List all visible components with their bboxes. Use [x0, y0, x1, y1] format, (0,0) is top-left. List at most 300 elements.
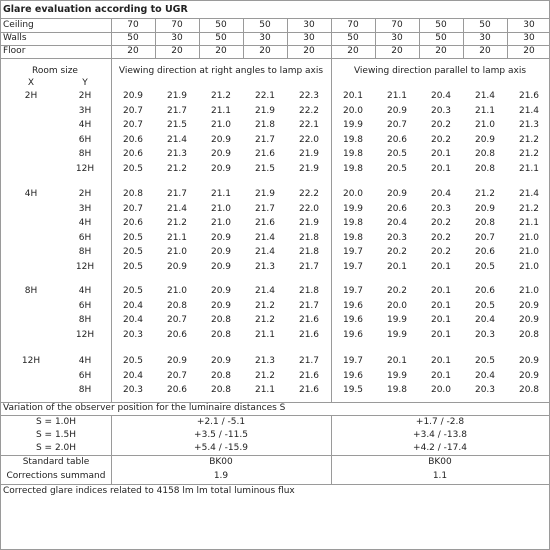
reflectance-value: 20: [127, 46, 139, 56]
variation-label-row: [1, 402, 549, 416]
ugr-value: 21.0: [210, 218, 232, 228]
ugr-value: 20.1: [430, 149, 452, 159]
ugr-value: 21.4: [254, 286, 276, 296]
ugr-value: 20.4: [474, 315, 496, 325]
ugr-value: 21.2: [210, 91, 232, 101]
ugr-value: 21.8: [298, 286, 320, 296]
room-y-value: 8H: [78, 149, 92, 159]
reflectance-value: 20: [435, 46, 447, 56]
ugr-value: 20.7: [166, 370, 188, 381]
room-size-label: Room size: [32, 66, 78, 76]
ugr-value: 21.4: [254, 247, 276, 257]
table-row: [1, 314, 549, 327]
ugr-value: 21.2: [518, 203, 540, 214]
ugr-value: 20.9: [210, 247, 232, 257]
ugr-value: 21.0: [518, 247, 540, 257]
header-row-2: [1, 77, 549, 90]
ugr-value: 21.3: [518, 120, 540, 130]
ugr-value: 21.0: [166, 286, 188, 296]
reflectance-value: 20: [259, 46, 271, 56]
variation-right: +3.5 / -11.5: [194, 430, 248, 440]
room-y-value: 12H: [75, 329, 95, 340]
ugr-value: 20.5: [474, 356, 496, 366]
reflectance-value: 50: [215, 20, 227, 30]
variation-parallel: +4.2 / -17.4: [413, 443, 467, 453]
ugr-value: 20.7: [166, 315, 188, 325]
ugr-value: 20.9: [210, 134, 232, 145]
ugr-value: 21.7: [254, 134, 276, 145]
reflectance-value: 50: [259, 20, 271, 30]
ugr-value: 20.5: [474, 261, 496, 272]
room-y-value: 3H: [78, 203, 92, 214]
room-y-value: 8H: [78, 385, 92, 395]
ugr-value: 21.7: [298, 300, 320, 311]
ugr-value: 21.2: [166, 163, 188, 174]
ugr-value: 21.2: [254, 300, 276, 311]
ugr-value: 20.6: [122, 149, 144, 159]
ugr-value: 22.0: [298, 203, 320, 214]
room-y-value: 12H: [75, 163, 95, 174]
ugr-value: 21.7: [298, 356, 320, 366]
ugr-value: 20.9: [474, 134, 496, 145]
ugr-value: 22.1: [298, 120, 320, 130]
table-row: [1, 105, 549, 118]
ugr-value: 20.9: [210, 300, 232, 311]
room-y-value: 3H: [78, 105, 92, 116]
ugr-value: 19.8: [342, 134, 364, 145]
ugr-value: 19.9: [386, 315, 408, 325]
ugr-value: 20.9: [474, 203, 496, 214]
ugr-value: 20.6: [386, 134, 408, 145]
ugr-value: 21.3: [254, 261, 276, 272]
ugr-value: 20.4: [386, 218, 408, 228]
ugr-value: 20.3: [430, 203, 452, 214]
ugr-value: 21.0: [518, 232, 540, 243]
table-row: [1, 232, 549, 245]
ugr-value: 20.2: [386, 247, 408, 257]
ugr-value: 22.2: [298, 189, 320, 199]
ugr-value: 21.6: [518, 91, 540, 101]
ugr-value: 21.5: [254, 163, 276, 174]
ugr-value: 20.8: [474, 218, 496, 228]
ugr-value: 20.7: [122, 120, 144, 130]
room-y-value: 6H: [78, 134, 92, 145]
ugr-value: 21.1: [474, 105, 496, 116]
ugr-value: 21.5: [166, 120, 188, 130]
x-label: X: [27, 78, 35, 88]
column-divider: [111, 19, 112, 58]
corrections-parallel: 1.1: [432, 471, 448, 481]
ugr-value: 20.5: [122, 232, 144, 243]
ugr-value: 20.1: [430, 370, 452, 381]
variation-right: +5.4 / -15.9: [194, 443, 248, 453]
ugr-value: 20.0: [386, 300, 408, 311]
ugr-value: 20.7: [122, 105, 144, 116]
column-divider: [331, 58, 332, 402]
spacing-label: S = 1.0H: [35, 417, 77, 427]
reflectance-value: 20: [347, 46, 359, 56]
reflectance-row: [1, 45, 549, 58]
y-label: Y: [82, 78, 88, 88]
ugr-value: 20.2: [430, 247, 452, 257]
table-row: [1, 355, 549, 368]
ugr-value: 20.1: [430, 315, 452, 325]
ugr-value: 20.1: [386, 261, 408, 272]
ugr-value: 20.3: [122, 385, 144, 395]
corrections-row: [1, 470, 549, 483]
table-row: [1, 384, 549, 397]
room-y-value: 8H: [78, 247, 92, 257]
ugr-value: 20.6: [166, 329, 188, 340]
ugr-value: 21.8: [298, 247, 320, 257]
room-y-value: 6H: [78, 232, 92, 243]
room-y-value: 6H: [78, 300, 92, 311]
ugr-value: 19.8: [342, 149, 364, 159]
ugr-value: 21.7: [166, 189, 188, 199]
ugr-value: 21.4: [518, 189, 540, 199]
ugr-value: 19.6: [342, 370, 364, 381]
ugr-value: 20.1: [342, 91, 364, 101]
ugr-value: 21.3: [254, 356, 276, 366]
ugr-value: 21.4: [254, 232, 276, 243]
ugr-value: 20.9: [210, 149, 232, 159]
column-divider: [331, 415, 332, 484]
ugr-value: 21.0: [210, 203, 232, 214]
ugr-value: 21.6: [298, 315, 320, 325]
column-divider: [507, 19, 508, 58]
table-row: [1, 203, 549, 216]
ugr-value: 20.4: [122, 300, 144, 311]
ugr-value: 19.7: [342, 356, 364, 366]
ugr-value: 20.1: [430, 261, 452, 272]
table-row: [1, 261, 549, 274]
ugr-value: 20.1: [386, 356, 408, 366]
ugr-value: 19.9: [342, 120, 364, 130]
room-y-value: 2H: [78, 91, 92, 101]
ugr-value: 20.8: [518, 329, 540, 340]
ugr-value: 21.1: [518, 218, 540, 228]
reflectance-value: 50: [347, 33, 359, 43]
ugr-value: 21.0: [166, 247, 188, 257]
reflectance-value: 50: [215, 33, 227, 43]
room-x-value: 2H: [24, 91, 38, 101]
ugr-value: 20.5: [386, 149, 408, 159]
ugr-value: 19.8: [342, 232, 364, 243]
ugr-value: 22.2: [298, 105, 320, 116]
reflectance-value: 20: [391, 46, 403, 56]
table-row: [1, 300, 549, 313]
ugr-value: 21.6: [298, 370, 320, 381]
ugr-value: 19.7: [342, 286, 364, 296]
ugr-value: 20.4: [474, 370, 496, 381]
ugr-value: 20.0: [342, 105, 364, 116]
ugr-value: 21.8: [254, 120, 276, 130]
ugr-value: 21.0: [518, 286, 540, 296]
footer-note: Corrected glare indices related to 4158 lm lm total luminous flux: [3, 486, 295, 496]
ugr-value: 20.0: [430, 385, 452, 395]
reflectance-row: [1, 32, 549, 45]
reflectance-value: 70: [127, 20, 139, 30]
ugr-value: 21.6: [254, 149, 276, 159]
reflectance-value: 30: [171, 33, 183, 43]
ugr-value: 20.4: [430, 189, 452, 199]
table-row: [1, 188, 549, 201]
table-row: [1, 246, 549, 259]
ugr-value: 21.2: [254, 315, 276, 325]
ugr-value: 21.6: [298, 385, 320, 395]
room-x-value: 8H: [24, 286, 38, 296]
ugr-value: 21.2: [254, 370, 276, 381]
reflectance-value: 30: [523, 20, 535, 30]
ugr-value: 20.3: [386, 232, 408, 243]
ugr-value: 20.5: [122, 163, 144, 174]
ugr-value: 20.9: [518, 300, 540, 311]
ugr-value: 20.8: [166, 300, 188, 311]
ugr-value: 20.8: [474, 163, 496, 174]
reflectance-value: 50: [127, 33, 139, 43]
ugr-value: 21.7: [254, 203, 276, 214]
table-row: [1, 329, 549, 342]
variation-row: [1, 429, 549, 442]
ugr-value: 20.2: [430, 120, 452, 130]
reflectance-value: 30: [479, 33, 491, 43]
ugr-value: 20.9: [518, 356, 540, 366]
column-divider: [375, 19, 376, 58]
room-y-value: 8H: [78, 315, 92, 325]
room-y-value: 12H: [75, 261, 95, 272]
variation-label: Variation of the observer position for the luminaire distances S: [3, 403, 286, 413]
reflectance-label: Floor: [3, 46, 26, 56]
reflectance-value: 20: [171, 46, 183, 56]
ugr-value: 20.6: [474, 286, 496, 296]
room-y-value: 4H: [78, 286, 92, 296]
ugr-value: 21.1: [166, 232, 188, 243]
ugr-value: 21.2: [518, 134, 540, 145]
ugr-value: 20.1: [430, 356, 452, 366]
reflectance-label: Ceiling: [3, 20, 34, 30]
room-y-value: 4H: [78, 218, 92, 228]
ugr-value: 20.8: [518, 385, 540, 395]
column-divider: [419, 19, 420, 58]
variation-right: +2.1 / -5.1: [196, 417, 246, 427]
ugr-value: 20.8: [210, 329, 232, 340]
room-x-value: 12H: [21, 356, 41, 366]
ugr-value: 20.9: [210, 261, 232, 272]
ugr-value: 20.9: [210, 163, 232, 174]
row-divider: [1, 58, 549, 59]
column-divider: [111, 415, 112, 484]
ugr-value: 20.5: [474, 300, 496, 311]
ugr-value: 19.5: [342, 385, 364, 395]
ugr-value: 19.8: [342, 163, 364, 174]
table-row: [1, 370, 549, 383]
ugr-value: 20.6: [386, 203, 408, 214]
reflectance-value: 20: [303, 46, 315, 56]
ugr-value: 20.4: [122, 370, 144, 381]
ugr-value: 21.9: [254, 105, 276, 116]
spacing-label: S = 1.5H: [35, 430, 77, 440]
ugr-value: 20.5: [386, 163, 408, 174]
ugr-value: 22.3: [298, 91, 320, 101]
column-divider: [463, 19, 464, 58]
ugr-value: 20.6: [474, 247, 496, 257]
ugr-value: 20.5: [122, 247, 144, 257]
ugr-value: 19.7: [342, 261, 364, 272]
column-divider: [287, 19, 288, 58]
reflectance-label: Walls: [3, 33, 27, 43]
ugr-value: 20.8: [474, 149, 496, 159]
ugr-value: 20.8: [122, 189, 144, 199]
ugr-value: 20.2: [430, 134, 452, 145]
reflectance-value: 30: [303, 33, 315, 43]
ugr-value: 21.1: [254, 385, 276, 395]
ugr-value: 21.0: [474, 120, 496, 130]
viewing-right-label: Viewing direction at right angles to lamp axis: [118, 66, 324, 76]
ugr-value: 21.9: [298, 149, 320, 159]
viewing-parallel-label: Viewing direction parallel to lamp axis: [353, 66, 527, 76]
reflectance-value: 30: [523, 33, 535, 43]
ugr-value: 20.5: [122, 261, 144, 272]
title-row: [1, 1, 549, 18]
standard-table-parallel: BK00: [428, 457, 452, 467]
table-row: [1, 285, 549, 298]
ugr-value: 19.9: [386, 329, 408, 340]
room-y-value: 4H: [78, 120, 92, 130]
ugr-value: 20.7: [122, 203, 144, 214]
reflectance-value: 20: [215, 46, 227, 56]
ugr-value: 19.7: [342, 247, 364, 257]
ugr-value: 21.4: [518, 105, 540, 116]
ugr-value: 19.6: [342, 300, 364, 311]
reflectance-value: 50: [479, 20, 491, 30]
table-row: [1, 119, 549, 132]
ugr-value: 20.9: [210, 356, 232, 366]
ugr-value: 21.8: [298, 232, 320, 243]
ugr-value: 21.0: [210, 120, 232, 130]
ugr-value: 21.9: [298, 218, 320, 228]
ugr-value: 21.1: [386, 91, 408, 101]
ugr-value: 21.0: [518, 261, 540, 272]
reflectance-value: 20: [523, 46, 535, 56]
ugr-value: 20.3: [474, 329, 496, 340]
room-y-value: 6H: [78, 370, 92, 381]
ugr-value: 21.1: [210, 105, 232, 116]
ugr-value: 19.6: [342, 329, 364, 340]
ugr-value: 21.4: [166, 203, 188, 214]
table-row: [1, 134, 549, 147]
ugr-value: 20.8: [210, 370, 232, 381]
column-divider: [199, 19, 200, 58]
ugr-value: 20.9: [386, 105, 408, 116]
column-divider: [111, 58, 112, 402]
column-divider: [331, 19, 332, 58]
ugr-value: 20.6: [122, 218, 144, 228]
ugr-value: 22.1: [254, 91, 276, 101]
reflectance-value: 70: [171, 20, 183, 30]
standard-table-row: [1, 456, 549, 469]
room-y-value: 2H: [78, 189, 92, 199]
reflectance-value: 50: [435, 33, 447, 43]
ugr-value: 20.1: [430, 163, 452, 174]
room-x-value: 4H: [24, 189, 38, 199]
ugr-value: 20.9: [386, 189, 408, 199]
ugr-value: 21.2: [166, 218, 188, 228]
ugr-value: 20.9: [518, 370, 540, 381]
ugr-value: 20.2: [386, 286, 408, 296]
ugr-value: 21.7: [298, 261, 320, 272]
ugr-value: 21.2: [518, 149, 540, 159]
ugr-value: 20.4: [122, 315, 144, 325]
ugr-value: 20.0: [342, 189, 364, 199]
reflectance-value: 70: [347, 20, 359, 30]
ugr-value: 20.7: [474, 232, 496, 243]
ugr-value: 20.7: [386, 120, 408, 130]
reflectance-row: [1, 19, 549, 32]
ugr-value: 20.9: [210, 232, 232, 243]
ugr-value: 20.5: [122, 356, 144, 366]
ugr-value: 21.2: [474, 189, 496, 199]
ugr-value: 20.9: [122, 91, 144, 101]
ugr-value: 19.6: [342, 315, 364, 325]
ugr-value: 20.1: [430, 300, 452, 311]
variation-row: [1, 442, 549, 455]
ugr-value: 20.1: [430, 329, 452, 340]
variation-row: [1, 416, 549, 429]
table-row: [1, 217, 549, 230]
ugr-value: 20.9: [166, 356, 188, 366]
ugr-value: 19.9: [386, 370, 408, 381]
corrections-label: Corrections summand: [6, 471, 106, 481]
variation-parallel: +1.7 / -2.8: [415, 417, 465, 427]
standard-table-right: BK00: [209, 457, 233, 467]
reflectance-value: 20: [479, 46, 491, 56]
ugr-value: 20.9: [210, 286, 232, 296]
ugr-value: 21.1: [518, 163, 540, 174]
ugr-value: 20.3: [430, 105, 452, 116]
reflectance-value: 30: [259, 33, 271, 43]
ugr-value: 19.9: [342, 203, 364, 214]
ugr-value: 21.9: [298, 163, 320, 174]
ugr-value: 21.6: [298, 329, 320, 340]
column-divider: [243, 19, 244, 58]
ugr-value: 22.0: [298, 134, 320, 145]
ugr-value: 20.9: [166, 261, 188, 272]
ugr-value: 21.9: [254, 189, 276, 199]
reflectance-value: 50: [435, 20, 447, 30]
ugr-value: 20.3: [474, 385, 496, 395]
spacing-label: S = 2.0H: [35, 443, 77, 453]
reflectance-value: 30: [391, 33, 403, 43]
ugr-value: 19.8: [342, 218, 364, 228]
page-title: Glare evaluation according to UGR: [3, 4, 188, 15]
ugr-value: 20.1: [430, 286, 452, 296]
reflectance-value: 30: [303, 20, 315, 30]
ugr-value: 20.4: [430, 91, 452, 101]
variation-parallel: +3.4 / -13.8: [413, 430, 467, 440]
ugr-value: 21.6: [254, 218, 276, 228]
table-row: [1, 90, 549, 103]
ugr-value: 20.2: [430, 232, 452, 243]
ugr-value: 20.9: [518, 315, 540, 325]
ugr-value: 21.1: [210, 189, 232, 199]
ugr-value: 20.2: [430, 218, 452, 228]
ugr-value: 19.8: [386, 385, 408, 395]
ugr-value: 21.1: [254, 329, 276, 340]
corrections-right: 1.9: [213, 471, 229, 481]
standard-table-label: Standard table: [22, 457, 90, 467]
table-row: [1, 163, 549, 176]
room-y-value: 4H: [78, 356, 92, 366]
